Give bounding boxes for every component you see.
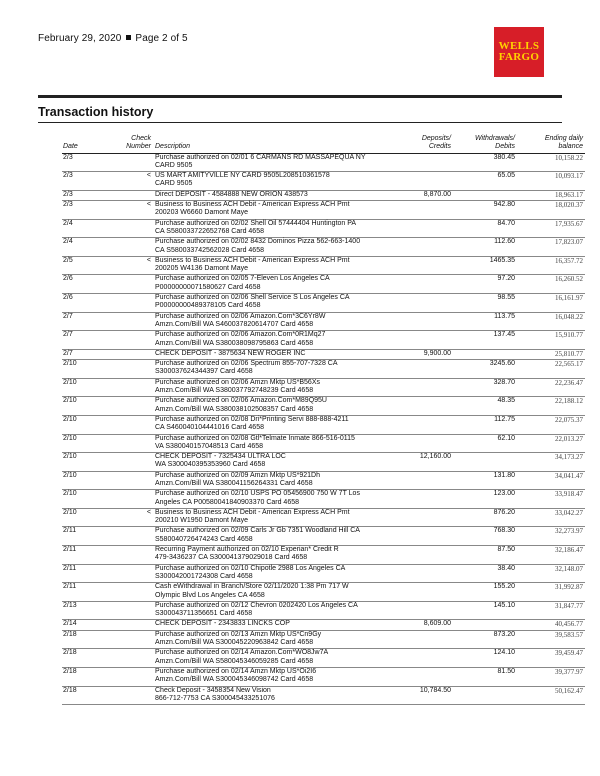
description-line-2: Amzn.Com/Bill WA S300045346098742 Card 4658 — [155, 676, 314, 684]
description-line-2: 866-712-7753 CA S300045433251076 — [155, 694, 275, 702]
transaction-withdrawal: 137.45 — [493, 331, 515, 339]
transaction-check-number: < — [146, 201, 151, 209]
table-row — [62, 349, 585, 359]
table-row — [62, 620, 585, 630]
transaction-description — [153, 349, 387, 359]
transaction-withdrawal: 131.80 — [493, 471, 515, 479]
description-line-1: Purchase authorized on 02/06 Amzn Mktp US*B56Xs — [155, 378, 320, 386]
transaction-deposit — [387, 667, 453, 686]
transaction-check-number — [87, 630, 153, 649]
transaction-date: 2/18 — [63, 667, 77, 675]
transaction-withdrawal — [453, 620, 517, 630]
transaction-withdrawal: 124.10 — [493, 649, 515, 657]
transaction-check-number: < — [146, 172, 151, 180]
table-row — [62, 508, 585, 527]
transaction-withdrawal: 97.20 — [497, 275, 515, 283]
transaction-deposit — [387, 397, 453, 416]
transaction-date: 2/10 — [63, 397, 77, 405]
description-line-2: P00000000071580627 Card 4658 — [155, 283, 261, 291]
description-line-1: Cash eWithdrawal in Branch/Store 02/11/2020 1:38 Pm 717 W — [155, 583, 349, 591]
transaction-deposit — [387, 256, 453, 275]
transaction-description — [153, 360, 387, 379]
transaction-description — [153, 583, 387, 602]
transaction-description — [153, 527, 387, 546]
transaction-withdrawal: 112.60 — [494, 238, 515, 246]
transaction-deposit — [387, 490, 453, 509]
description-line-1: Purchase authorized on 02/12 Chevron 0202420 Los Angeles CA — [155, 601, 358, 609]
column-header-withdrawals: Withdrawals/ Debits — [474, 135, 515, 151]
description-line-2: Amzn.Com/Bill WA S380038098795863 Card 4658 — [155, 339, 314, 347]
transaction-balance: 32,186.47 — [555, 546, 583, 555]
transaction-deposit — [387, 434, 453, 453]
transaction-check-number — [87, 434, 153, 453]
transaction-description — [153, 219, 387, 238]
transaction-deposit — [387, 331, 453, 350]
transaction-check-number — [87, 686, 153, 705]
description-line-2: Angeles CA P00580041840903370 Card 4658 — [155, 498, 300, 506]
transaction-description — [153, 508, 387, 527]
transaction-date: 2/10 — [63, 378, 77, 386]
transaction-balance: 40,456.77 — [555, 620, 583, 629]
transaction-description — [153, 294, 387, 313]
wells-fargo-logo — [494, 27, 544, 77]
description-line-2: WA S300040395353960 Card 4658 — [155, 461, 266, 469]
transaction-date: 2/18 — [63, 649, 77, 657]
table-row — [62, 360, 585, 379]
transaction-check-number — [87, 190, 153, 200]
description-line-2: S300037624344397 Card 4658 — [155, 368, 253, 376]
description-line-1: Business to Business ACH Debit - American Express ACH Pmt — [155, 256, 350, 264]
description-line-1: CHECK DEPOSIT - 2343833 LINCKS COP — [155, 620, 290, 628]
title-divider — [38, 122, 562, 123]
transaction-withdrawal: 65.05 — [497, 172, 515, 180]
transaction-description — [153, 667, 387, 686]
transaction-deposit — [387, 312, 453, 331]
transaction-withdrawal: 873.20 — [493, 630, 515, 638]
transaction-balance: 22,013.27 — [555, 434, 583, 443]
description-line-2: Amzn.Com/Bill WA S300045220963842 Card 4658 — [155, 639, 314, 647]
transaction-deposit — [387, 583, 453, 602]
transaction-description — [153, 275, 387, 294]
logo-line-2: FARGO — [498, 51, 540, 63]
description-line-1: Purchase authorized on 02/06 Shell Service S Los Angeles CA — [155, 294, 350, 302]
transaction-date: 2/11 — [63, 527, 77, 535]
table-row — [62, 331, 585, 350]
description-line-1: Purchase authorized on 02/06 Amazon.Com*3C6Yr8W — [155, 312, 326, 320]
description-line-1: Purchase authorized on 02/06 Amazon.Com*M89Q95U — [155, 397, 327, 405]
transaction-withdrawal: 876.20 — [493, 508, 515, 516]
transaction-withdrawal: 1465.35 — [489, 256, 515, 264]
transaction-date: 2/3 — [63, 201, 73, 209]
description-line-1: Purchase authorized on 02/14 Amazon.Com*WO8Jw7A — [155, 649, 329, 657]
table-row — [62, 649, 585, 668]
table-row — [62, 471, 585, 490]
transaction-check-number — [87, 294, 153, 313]
transaction-deposit — [387, 360, 453, 379]
description-line-1: Business to Business ACH Debit - American Express ACH Pmt — [155, 508, 350, 516]
transaction-description — [153, 378, 387, 397]
transaction-balance: 34,041.47 — [555, 471, 583, 480]
description-line-2: CA S580033742562028 Card 4658 — [155, 246, 264, 254]
transaction-date: 2/4 — [63, 219, 73, 227]
description-line-2: S580040726474243 Card 4658 — [155, 535, 253, 543]
logo-line-1: WELLS — [498, 40, 540, 52]
description-line-1: Purchase authorized on 02/06 Spectrum 855-707-7328 CA — [155, 360, 338, 368]
transaction-withdrawal — [453, 349, 517, 359]
transaction-description — [153, 153, 387, 172]
table-row — [62, 686, 585, 705]
column-header-balance: Ending daily balance — [544, 135, 583, 151]
transaction-date: 2/10 — [63, 415, 77, 423]
transaction-deposit — [387, 294, 453, 313]
transaction-date: 2/6 — [63, 294, 73, 302]
table-row — [62, 172, 585, 191]
transaction-balance: 15,910.77 — [555, 331, 583, 340]
transaction-balance: 16,260.52 — [555, 275, 583, 284]
transaction-description — [153, 434, 387, 453]
table-row — [62, 434, 585, 453]
transaction-deposit: 9,900.00 — [423, 349, 451, 357]
description-line-1: Purchase authorized on 02/13 Amzn Mktp US*Cn9Gy — [155, 630, 322, 638]
transaction-deposit — [387, 378, 453, 397]
table-row — [62, 397, 585, 416]
transaction-date: 2/7 — [63, 312, 73, 320]
transaction-balance: 33,042.27 — [555, 508, 583, 517]
transaction-withdrawal: 87.50 — [497, 546, 515, 554]
transaction-withdrawal: 112.75 — [494, 415, 515, 423]
table-row — [62, 190, 585, 200]
transaction-balance: 25,810.77 — [555, 349, 583, 358]
transaction-description — [153, 453, 387, 472]
description-line-2: S300042001724308 Card 4658 — [155, 572, 253, 580]
table-row — [62, 238, 585, 257]
transaction-balance: 22,075.37 — [555, 415, 583, 424]
transaction-description — [153, 649, 387, 668]
transaction-description — [153, 490, 387, 509]
transaction-deposit — [387, 238, 453, 257]
transaction-date: 2/10 — [63, 490, 77, 498]
transaction-description — [153, 190, 387, 200]
table-row — [62, 546, 585, 565]
transaction-check-number — [87, 527, 153, 546]
transaction-date: 2/3 — [63, 153, 73, 161]
table-row — [62, 490, 585, 509]
transaction-deposit — [387, 630, 453, 649]
transaction-check-number — [87, 415, 153, 434]
description-line-1: Business to Business ACH Debit - American Express ACH Pmt — [155, 201, 350, 209]
transaction-date: 2/11 — [63, 564, 77, 572]
description-line-2: Olympic Blvd Los Angeles CA 4658 — [155, 591, 265, 599]
description-line-1: Purchase authorized on 02/10 Chipotle 2988 Los Angeles CA — [155, 564, 346, 572]
transaction-rows — [62, 153, 585, 705]
description-line-2: CARD 9505 — [155, 180, 193, 188]
transaction-check-number — [87, 564, 153, 583]
transaction-withdrawal: 81.50 — [497, 667, 515, 675]
transaction-check-number — [87, 490, 153, 509]
transaction-deposit: 12,160.00 — [419, 453, 451, 461]
transaction-check-number: < — [146, 508, 151, 516]
transaction-description — [153, 397, 387, 416]
transaction-date: 2/18 — [63, 630, 77, 638]
transaction-withdrawal: 48.35 — [497, 397, 515, 405]
transaction-date: 2/11 — [63, 583, 77, 591]
column-header-date: Date — [63, 143, 78, 151]
transaction-check-number — [87, 471, 153, 490]
column-header-check-number: Check Number — [126, 135, 151, 151]
transaction-withdrawal: 84.70 — [497, 219, 515, 227]
transaction-check-number — [87, 620, 153, 630]
transaction-date: 2/11 — [63, 546, 77, 554]
transaction-date: 2/6 — [63, 275, 73, 283]
transaction-deposit: 8,870.00 — [423, 190, 451, 198]
transaction-withdrawal: 942.80 — [493, 201, 515, 209]
transaction-deposit — [387, 471, 453, 490]
table-row — [62, 453, 585, 472]
transaction-balance: 22,236.47 — [555, 378, 583, 387]
transaction-date: 2/13 — [63, 601, 77, 609]
description-line-1: Recurring Payment authorized on 02/10 Experian* Credit R — [155, 546, 339, 554]
description-line-2: CA S580033722652768 Card 4658 — [155, 227, 264, 235]
transaction-balance: 39,583.57 — [555, 630, 583, 639]
transaction-deposit — [387, 201, 453, 220]
transaction-balance: 18,963.17 — [555, 190, 583, 199]
description-line-1: CHECK DEPOSIT - 3875634 NEW ROGER INC — [155, 349, 306, 357]
description-line-1: Direct DEPOSIT - 4584888 NEW ORION 438573 — [155, 190, 308, 198]
transaction-description — [153, 415, 387, 434]
transaction-check-number — [87, 331, 153, 350]
table-row — [62, 219, 585, 238]
table-row — [62, 153, 585, 172]
transaction-deposit — [387, 527, 453, 546]
transaction-description — [153, 238, 387, 257]
transaction-check-number — [87, 397, 153, 416]
transaction-withdrawal: 768.30 — [493, 527, 515, 535]
table-row — [62, 601, 585, 620]
description-line-1: US MART AMITYVILLE NY CARD 9505L208510361578 — [155, 172, 330, 180]
description-line-1: Purchase authorized on 02/08 Dri*Printing Servi 888-888-4211 — [155, 415, 349, 423]
transaction-date: 2/18 — [63, 686, 77, 694]
description-line-2: Amzn.Com/Bill WA S380041156264331 Card 4658 — [155, 479, 313, 487]
table-row — [62, 201, 585, 220]
transaction-check-number — [87, 275, 153, 294]
table-row — [62, 256, 585, 275]
statement-date: February 29, 2020 — [38, 33, 122, 44]
transaction-balance: 22,188.12 — [555, 397, 583, 406]
transaction-balance: 31,992.87 — [555, 583, 583, 592]
description-line-1: Check Deposit - 3458354 New Vision — [155, 686, 271, 694]
description-line-2: 200210 W1950 Damont Maye — [155, 517, 248, 525]
table-row — [62, 667, 585, 686]
description-line-1: Purchase authorized on 02/10 USPS PO 05456900 750 W 7T Los — [155, 490, 360, 498]
transaction-description — [153, 630, 387, 649]
transaction-date: 2/3 — [63, 172, 73, 180]
description-line-1: Purchase authorized on 02/01 6 CARMANS RD MASSAPEQUA NY — [155, 153, 366, 161]
transaction-date: 2/10 — [63, 471, 77, 479]
description-line-1: Purchase authorized on 02/09 Carls Jr Gb 7351 Woodland Hill CA — [155, 527, 360, 535]
transaction-date: 2/7 — [63, 331, 73, 339]
transaction-description — [153, 312, 387, 331]
transaction-check-number — [87, 667, 153, 686]
transaction-check-number — [87, 360, 153, 379]
transaction-date: 2/10 — [63, 360, 77, 368]
transaction-date: 2/4 — [63, 238, 73, 246]
transaction-balance: 10,158.22 — [555, 153, 583, 162]
statement-header — [38, 33, 188, 44]
transaction-balance: 16,048.22 — [555, 312, 583, 321]
transaction-deposit — [387, 564, 453, 583]
description-line-2: S300043711356651 Card 4658 — [155, 610, 253, 618]
transaction-withdrawal — [453, 686, 517, 705]
transaction-description — [153, 471, 387, 490]
description-line-2: VA S380040157048513 Card 4658 — [155, 442, 264, 450]
transaction-check-number — [87, 238, 153, 257]
transaction-check-number — [87, 583, 153, 602]
transaction-balance: 16,357.72 — [555, 256, 583, 265]
column-header-deposits: Deposits/ Credits — [421, 135, 451, 151]
description-line-1: Purchase authorized on 02/08 Gtl*Telmate Inmate 866-516-0115 — [155, 434, 355, 442]
transaction-date: 2/10 — [63, 453, 77, 461]
table-row — [62, 564, 585, 583]
transaction-description — [153, 564, 387, 583]
transaction-description — [153, 256, 387, 275]
description-line-2: Amzn.Com/Bill WA S460037820614707 Card 4658 — [155, 320, 314, 328]
table-row — [62, 527, 585, 546]
transaction-deposit — [387, 508, 453, 527]
transaction-check-number — [87, 219, 153, 238]
transaction-deposit — [387, 172, 453, 191]
transaction-balance: 39,377.97 — [555, 667, 583, 676]
transaction-balance: 17,935.67 — [555, 219, 583, 228]
transaction-description — [153, 601, 387, 620]
transaction-check-number — [87, 546, 153, 565]
transaction-date: 2/3 — [63, 190, 73, 198]
transaction-withdrawal: 3245.60 — [489, 360, 515, 368]
transaction-deposit: 8,609.00 — [423, 620, 451, 628]
transaction-withdrawal: 62.10 — [497, 434, 515, 442]
column-header-description: Description — [155, 143, 191, 151]
transaction-deposit — [387, 153, 453, 172]
header-divider — [38, 95, 562, 98]
transaction-withdrawal: 380.45 — [493, 153, 515, 161]
transaction-check-number — [87, 453, 153, 472]
transaction-description — [153, 620, 387, 630]
transaction-withdrawal: 155.20 — [493, 583, 515, 591]
transaction-balance: 17,823.07 — [555, 238, 583, 247]
transaction-date: 2/5 — [63, 256, 73, 264]
transaction-date: 2/10 — [63, 434, 77, 442]
table-row — [62, 294, 585, 313]
description-line-2: P00000000489378105 Card 4658 — [155, 302, 261, 310]
transaction-balance: 32,273.97 — [555, 527, 583, 536]
transaction-balance: 39,459.47 — [555, 649, 583, 658]
transaction-check-number — [87, 349, 153, 359]
transaction-balance: 16,161.97 — [555, 294, 583, 303]
description-line-1: Purchase authorized on 02/02 Shell Oil 57444404 Huntington PA — [155, 219, 357, 227]
transaction-withdrawal: 98.55 — [497, 294, 515, 302]
transaction-balance: 34,173.27 — [555, 453, 583, 462]
transaction-date: 2/7 — [63, 349, 73, 357]
transaction-withdrawal: 328.70 — [493, 378, 515, 386]
transaction-balance: 32,148.07 — [555, 564, 583, 573]
description-line-1: Purchase authorized on 02/06 Amazon.Com*0R1Mq27 — [155, 331, 326, 339]
description-line-2: Amzn.Com/Bill WA S380038102508357 Card 4658 — [155, 405, 314, 413]
table-header-row — [62, 135, 585, 153]
transaction-balance: 18,020.37 — [555, 201, 583, 210]
table-row — [62, 275, 585, 294]
description-line-2: Amzn.Com/Bill WA S580045346059285 Card 4658 — [155, 657, 314, 665]
transaction-withdrawal — [453, 453, 517, 472]
section-title: Transaction history — [38, 105, 154, 119]
description-line-2: CA S460040104441016 Card 4658 — [155, 424, 264, 432]
transaction-date: 2/10 — [63, 508, 77, 516]
transaction-description — [153, 546, 387, 565]
description-line-1: Purchase authorized on 02/02 8432 Dominos Pizza 562-663-1400 — [155, 238, 361, 246]
transaction-deposit — [387, 546, 453, 565]
table-row — [62, 583, 585, 602]
transaction-withdrawal: 123.00 — [493, 490, 515, 498]
table-row — [62, 630, 585, 649]
transaction-deposit — [387, 415, 453, 434]
table-row — [62, 312, 585, 331]
transaction-table — [62, 135, 585, 705]
transaction-check-number — [87, 601, 153, 620]
transaction-withdrawal — [453, 190, 517, 200]
description-line-2: 479-3436237 CA S300041379029018 Card 4658 — [155, 554, 308, 562]
description-line-1: Purchase authorized on 02/09 Amzn Mktp US*921Dh — [155, 471, 320, 479]
transaction-balance: 33,918.47 — [555, 490, 583, 499]
transaction-deposit — [387, 601, 453, 620]
transaction-balance: 50,162.47 — [555, 686, 583, 695]
transaction-withdrawal: 38.40 — [497, 564, 515, 572]
transaction-description — [153, 172, 387, 191]
transaction-check-number — [87, 153, 153, 172]
table-row — [62, 378, 585, 397]
description-line-1: CHECK DEPOSIT - 7325434 ULTRA LOC — [155, 453, 286, 461]
transaction-deposit — [387, 649, 453, 668]
transaction-deposit — [387, 275, 453, 294]
transaction-withdrawal: 145.10 — [493, 601, 515, 609]
description-line-2: CARD 9505 — [155, 161, 193, 169]
transaction-deposit: 10,784.50 — [419, 686, 451, 694]
transaction-deposit — [387, 219, 453, 238]
transaction-check-number — [87, 312, 153, 331]
transaction-description — [153, 686, 387, 705]
bullet-square-icon — [126, 35, 131, 40]
transaction-description — [153, 331, 387, 350]
transaction-balance: 22,565.17 — [555, 360, 583, 369]
transaction-balance: 10,093.17 — [555, 172, 583, 181]
transaction-date: 2/14 — [63, 620, 77, 628]
description-line-2: 200203 W6660 Damont Maye — [155, 209, 248, 217]
page-number: Page 2 of 5 — [135, 33, 188, 44]
description-line-2: Amzn.Com/Bill WA S380037792748239 Card 4658 — [155, 387, 314, 395]
transaction-check-number: < — [146, 256, 151, 264]
description-line-2: 200205 W4136 Damont Maye — [155, 265, 248, 273]
description-line-1: Purchase authorized on 02/05 7-Eleven Los Angeles CA — [155, 275, 330, 283]
transaction-check-number — [87, 649, 153, 668]
transaction-check-number — [87, 378, 153, 397]
table-row — [62, 415, 585, 434]
description-line-1: Purchase authorized on 02/14 Amzn Mktp US*Oi2I6 — [155, 667, 317, 675]
transaction-balance: 31,847.77 — [555, 601, 583, 610]
transaction-withdrawal: 113.75 — [494, 312, 515, 320]
transaction-description — [153, 201, 387, 220]
